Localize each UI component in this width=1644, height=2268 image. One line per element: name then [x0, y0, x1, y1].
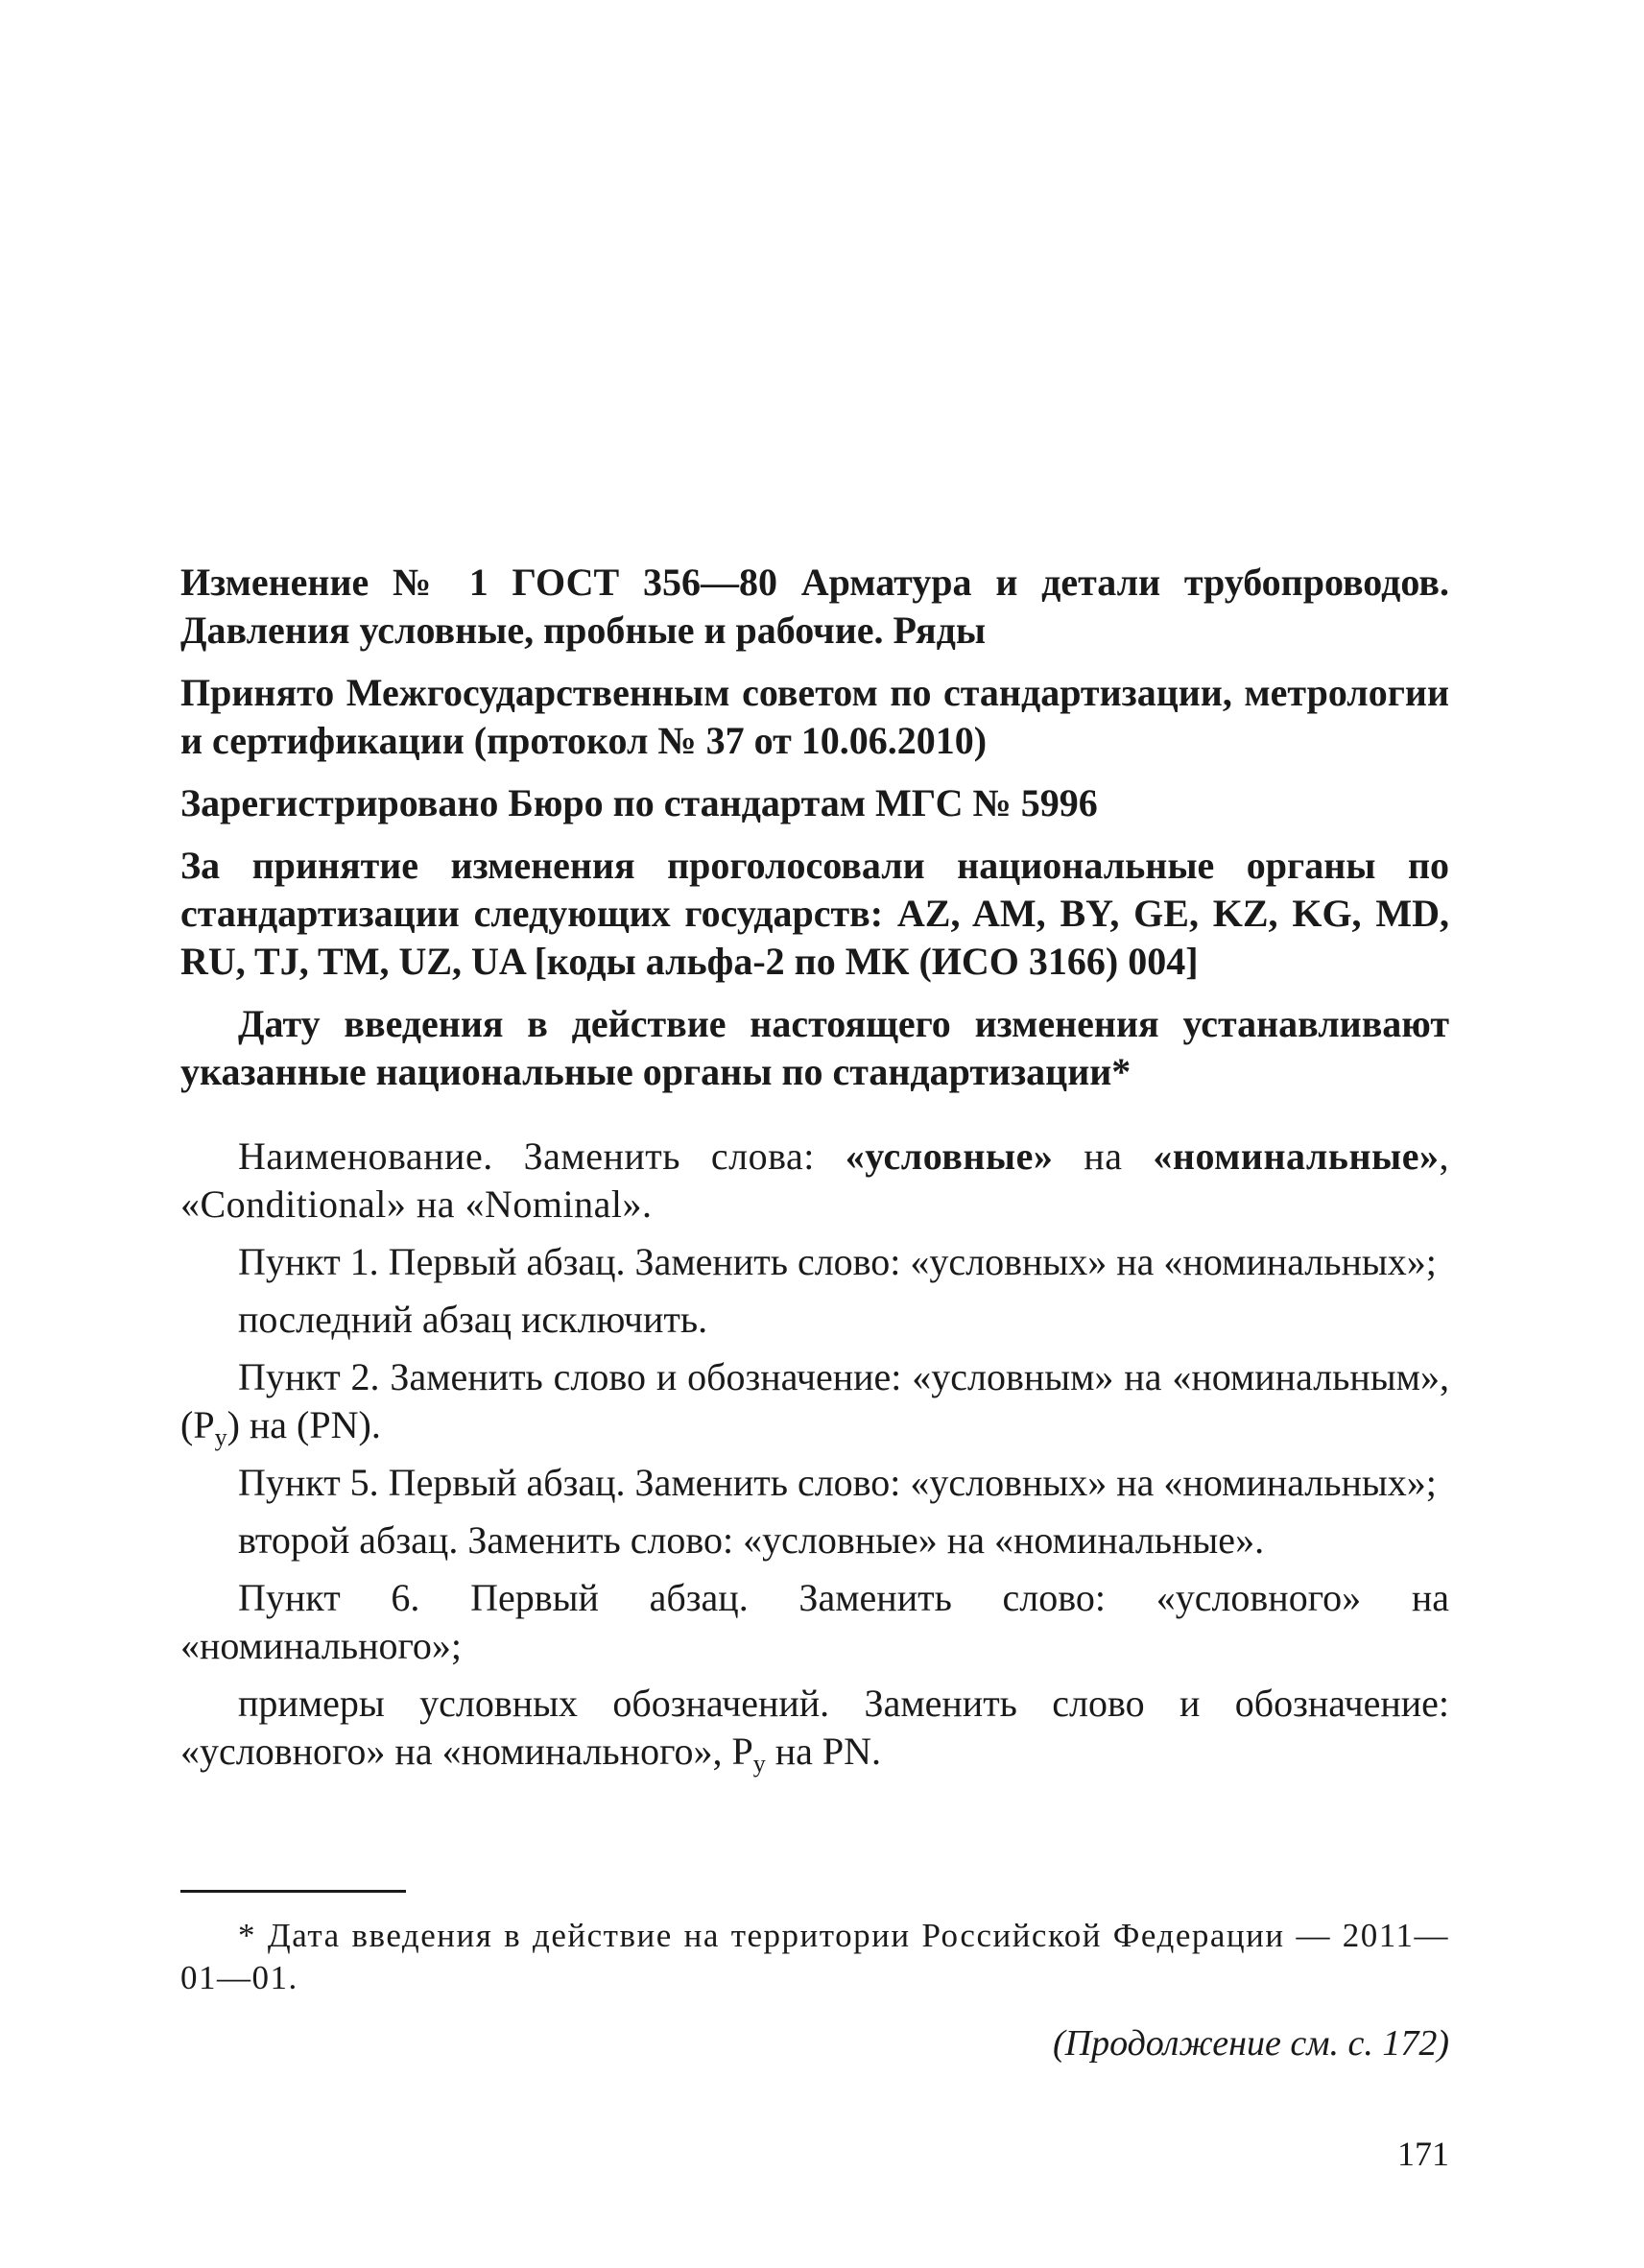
bold-term-old: «условные» — [845, 1134, 1054, 1178]
subscript: у — [214, 1423, 227, 1451]
amendment-header — [180, 559, 1449, 1110]
text-span: на PN. — [765, 1730, 882, 1773]
registration-statement: Зарегистрировано Бюро по стандартам МГС № 5996 — [180, 781, 1098, 824]
adoption-statement: Принято Межгосударственным советом по стандартизации, метрологии и сертификации (протокол № 37 от 10.06.2010) — [180, 671, 1449, 762]
continuation-note: (Продолжение см. с. 172) — [1052, 2023, 1449, 2064]
text-span: , «Conditional» на «Nominal». — [180, 1134, 1449, 1226]
text-span: на — [1053, 1134, 1154, 1178]
paragraph-item-5-second: второй абзац. Заменить слово: «условные» на «номинальные». — [238, 1518, 1265, 1562]
page-number: 171 — [1397, 2135, 1449, 2173]
text-span: примеры условных обозначений. Заменить слово и обозначение: «условного» на «номинального», Р — [180, 1682, 1449, 1773]
subscript: у — [752, 1750, 766, 1778]
paragraph-item-1: Пункт 1. Первый абзац. Заменить слово: «условных» на «номинальных»; — [238, 1240, 1437, 1283]
paragraph-name-change — [180, 1133, 1449, 1229]
effective-date-statement: Дату введения в действие настоящего изменения устанавливают указанные национальные органы по стандартизации* — [180, 1002, 1449, 1093]
text-span: Наименование. Заменить слова: — [238, 1134, 846, 1178]
voting-statement: За принятие изменения проголосовали национальные органы по стандартизации следующих государств: AZ, AM, BY, GE, KZ, KG, MD, RU, TJ, TM, UZ, UA [коды альфа-2 по МК (ИСО 3166) 004] — [180, 844, 1449, 983]
paragraph-item-2 — [180, 1353, 1449, 1449]
paragraph-item-1-last: последний абзац исключить. — [238, 1298, 708, 1341]
footnote-divider — [180, 1890, 406, 1893]
paragraph-item-6: Пункт 6. Первый абзац. Заменить слово: «условного» на «номинального»; — [180, 1576, 1449, 1667]
text-span: ) на (PN). — [226, 1403, 381, 1446]
text-span: Пункт 2. Заменить слово и обозначение: «условным» на «номинальным», (Р — [180, 1355, 1449, 1446]
footnote: * Дата введения в действие на территории Российской Федерации — 2011—01—01. — [180, 1917, 1449, 1996]
amendment-body — [180, 1133, 1449, 1785]
amendment-title: Изменение № 1 ГОСТ 356—80 Арматура и детали трубопроводов. Давления условные, пробные и рабочие. Ряды — [180, 561, 1449, 652]
bold-term-new: «номинальные» — [1153, 1134, 1440, 1178]
document-page — [180, 0, 1449, 2268]
paragraph-item-6-examples — [180, 1680, 1449, 1776]
paragraph-item-5: Пункт 5. Первый абзац. Заменить слово: «условных» на «номинальных»; — [238, 1461, 1437, 1504]
